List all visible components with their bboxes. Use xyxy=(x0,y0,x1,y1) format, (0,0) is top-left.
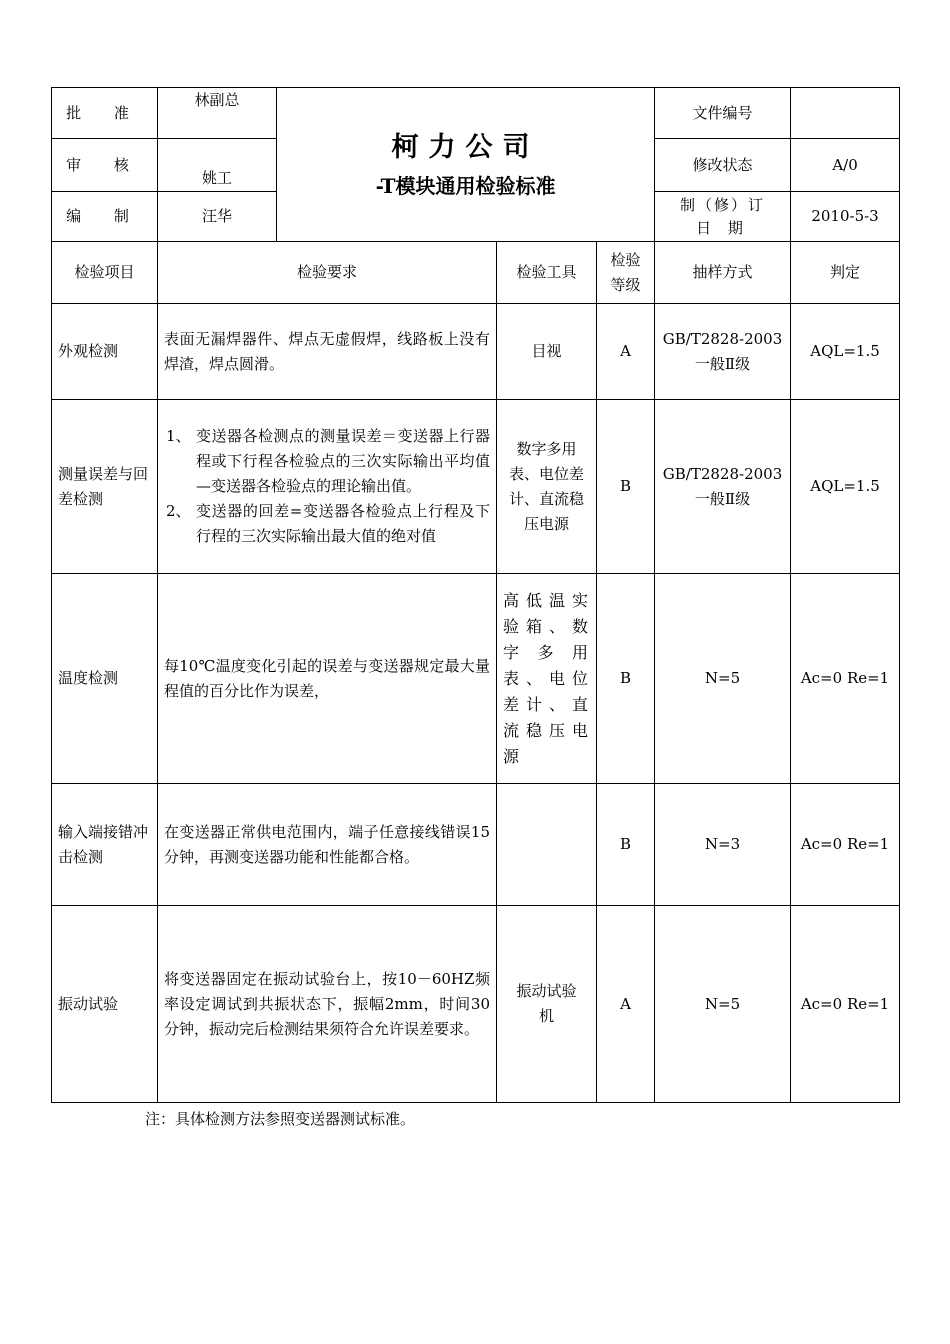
document-title: -T模块通用检验标准 xyxy=(375,173,556,198)
company-name: 柯力公司 xyxy=(391,131,540,163)
list-number: 1、 xyxy=(166,427,191,445)
date-value: 2010-5-3 xyxy=(791,192,900,242)
compile-value: 汪华 xyxy=(158,192,277,242)
requirement-list xyxy=(164,424,490,549)
col-item-header: 检验项目 xyxy=(52,242,158,304)
header-row-approve xyxy=(52,88,900,139)
file-no-value xyxy=(791,88,900,139)
requirement-cell: 每10℃温度变化引起的误差与变送器规定最大量程值的百分比作为误差， xyxy=(158,574,497,784)
inspection-standard-sheet xyxy=(51,87,899,1103)
judgement-cell: Ac=0 Re=1 xyxy=(791,906,900,1103)
requirement-cell xyxy=(158,400,497,574)
item-cell: 温度检测 xyxy=(52,574,158,784)
col-requirement-header: 检验要求 xyxy=(158,242,497,304)
tool-cell: 振动试验机 xyxy=(497,906,597,1103)
list-number: 2、 xyxy=(166,502,191,520)
review-label: 审 核 xyxy=(52,139,158,192)
date-label xyxy=(655,192,791,242)
table-row xyxy=(52,784,900,906)
date-label-line-2: 日 期 xyxy=(696,218,749,237)
list-item xyxy=(164,424,490,499)
sampling-cell: N=5 xyxy=(655,906,791,1103)
grade-cell: B xyxy=(597,574,655,784)
sampling-cell: GB/T2828-2003 一般Ⅱ级 xyxy=(655,400,791,574)
grade-cell: A xyxy=(597,304,655,400)
grade-cell: A xyxy=(597,906,655,1103)
tool-cell: 数字多用表、电位差计、直流稳压电源 xyxy=(497,400,597,574)
item-cell: 振动试验 xyxy=(52,906,158,1103)
footnote: 注：具体检测方法参照变送器测试标准。 xyxy=(145,1110,416,1128)
grade-cell: B xyxy=(597,784,655,906)
requirement-cell: 表面无漏焊器件、焊点无虚假焊，线路板上没有焊渣，焊点圆滑。 xyxy=(158,304,497,400)
table-row xyxy=(52,400,900,574)
grade-cell: B xyxy=(597,400,655,574)
col-sampling-header: 抽样方式 xyxy=(655,242,791,304)
table-row xyxy=(52,574,900,784)
item-cell: 输入端接错冲击检测 xyxy=(52,784,158,906)
date-label-line-1: 制（修）订 xyxy=(680,195,766,214)
judgement-cell: Ac=0 Re=1 xyxy=(791,574,900,784)
table-row xyxy=(52,906,900,1103)
tool-cell xyxy=(497,784,597,906)
revision-label: 修改状态 xyxy=(655,139,791,192)
file-no-label: 文件编号 xyxy=(655,88,791,139)
col-tool-header: 检验工具 xyxy=(497,242,597,304)
sampling-cell: N=5 xyxy=(655,574,791,784)
inspection-table xyxy=(51,87,900,1103)
item-cell: 外观检测 xyxy=(52,304,158,400)
requirement-cell: 将变送器固定在振动试验台上，按10－60HZ频率设定调试到共振状态下，振幅2mm，时间30分钟，振动完后检测结果须符合允许误差要求。 xyxy=(158,906,497,1103)
tool-cell: 目视 xyxy=(497,304,597,400)
list-text: 变送器的回差=变送器各检验点上行程及下行程的三次实际输出最大值的绝对值 xyxy=(196,502,490,545)
approve-label: 批 准 xyxy=(52,88,158,139)
column-header-row xyxy=(52,242,900,304)
judgement-cell: AQL=1.5 xyxy=(791,304,900,400)
item-cell: 测量误差与回差检测 xyxy=(52,400,158,574)
review-value: 姚工 xyxy=(158,139,277,192)
sampling-cell: GB/T2828-2003 一般Ⅱ级 xyxy=(655,304,791,400)
judgement-cell: AQL=1.5 xyxy=(791,400,900,574)
list-item xyxy=(164,499,490,549)
document-title-block xyxy=(277,88,655,242)
table-row xyxy=(52,304,900,400)
approve-value: 林副总 xyxy=(158,88,277,139)
compile-label: 编 制 xyxy=(52,192,158,242)
tool-cell: 高低温实验箱、数字多用表、电位差计、直流稳压电源 xyxy=(497,574,597,784)
col-grade-header: 检验等级 xyxy=(597,242,655,304)
list-text: 变送器各检测点的测量误差＝变送器上行器程或下行程各检验点的三次实际输出平均值—变送器各检验点的理论输出值。 xyxy=(196,427,490,495)
judgement-cell: Ac=0 Re=1 xyxy=(791,784,900,906)
sampling-cell: N=3 xyxy=(655,784,791,906)
col-judgement-header: 判定 xyxy=(791,242,900,304)
requirement-cell: 在变送器正常供电范围内，端子任意接线错误15分钟，再测变送器功能和性能都合格。 xyxy=(158,784,497,906)
revision-value: A/0 xyxy=(791,139,900,192)
